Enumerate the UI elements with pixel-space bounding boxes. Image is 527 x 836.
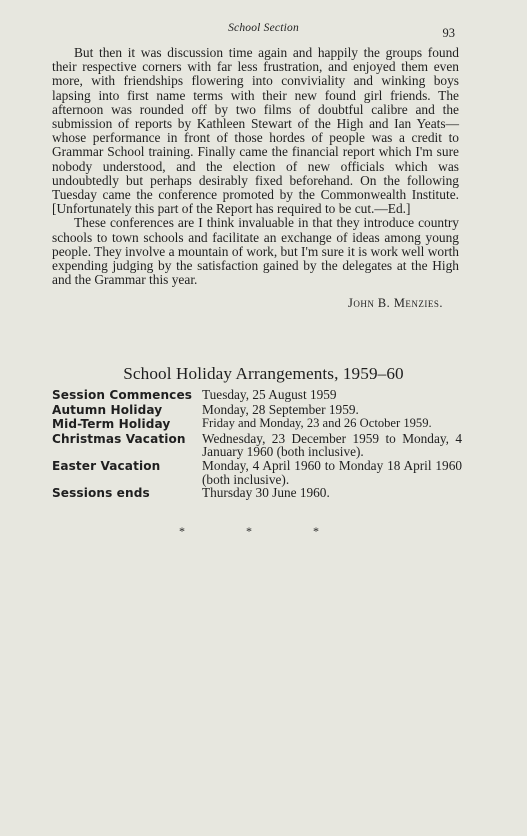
- schedule-date: Thursday 30 June 1960.: [202, 485, 330, 501]
- author-signature: John B. Menzies.: [348, 296, 443, 310]
- schedule-row: [52, 388, 462, 403]
- schedule-label: Autumn Holiday: [52, 402, 163, 417]
- holiday-schedule: [52, 388, 462, 501]
- schedule-date: Monday, 4 April 1960 to Monday 18 April 1960 (both inclusive).: [202, 457, 462, 487]
- schedule-date: Wednesday, 23 December 1959 to Monday, 4 January 1960 (both inclusive).: [202, 430, 462, 460]
- schedule-label: Mid-Term Holiday: [52, 417, 171, 432]
- schedule-date: Monday, 28 September 1959.: [202, 401, 359, 417]
- section-ornament: * * *: [179, 524, 348, 538]
- schedule-row: [52, 486, 462, 501]
- schedule-label: Christmas Vacation: [52, 431, 186, 446]
- schedule-row: [52, 459, 462, 486]
- article-paragraph: But then it was discussion time again and happily the groups found their respective corners with far less frustration, and enjoyed them even more, with friendships flowering into conviviality and winking boys lapsing into first name terms with their new found girl friends. The afternoon was rounded off by two films of doubtful calibre and the submission of reports by Kathleen Stewart of the High and Ian Yeats—whose performance in front of those hordes of people was a credit to Grammar School training. Finally came the financial report which I'm sure nobody understood, and the election of new officials which was undoubtedly but perhaps desirably fixed beforehand. On the following Tuesday came the conference promoted by the Commonwealth Institute. [Unfortunately this part of the Report has required to be cut.—Ed.]: [52, 45, 459, 217]
- schedule-row: [52, 417, 462, 432]
- schedule-label: Session Commences: [52, 388, 193, 402]
- schedule-date: Friday and Monday, 23 and 26 October 1959.: [202, 416, 432, 431]
- page-number: 93: [442, 26, 455, 40]
- section-title: School Section: [228, 22, 299, 34]
- schedule-row: [52, 432, 462, 459]
- holiday-heading: School Holiday Arrangements, 1959–60: [123, 364, 404, 383]
- schedule-date: Tuesday, 25 August 1959: [202, 387, 337, 402]
- schedule-label: Sessions ends: [52, 486, 150, 501]
- article-body: [52, 46, 459, 287]
- running-head: [0, 22, 527, 42]
- schedule-label: Easter Vacation: [52, 458, 161, 473]
- article-paragraph: These conferences are I think invaluable in that they introduce country schools to town schools and facilitate an exchange of ideas among young people. They involve a mountain of work, but I'm sure it is work well worth expending judging by the satisfaction gained by the delegates at the High and the Grammar this year.: [52, 215, 459, 288]
- schedule-row: [52, 403, 462, 418]
